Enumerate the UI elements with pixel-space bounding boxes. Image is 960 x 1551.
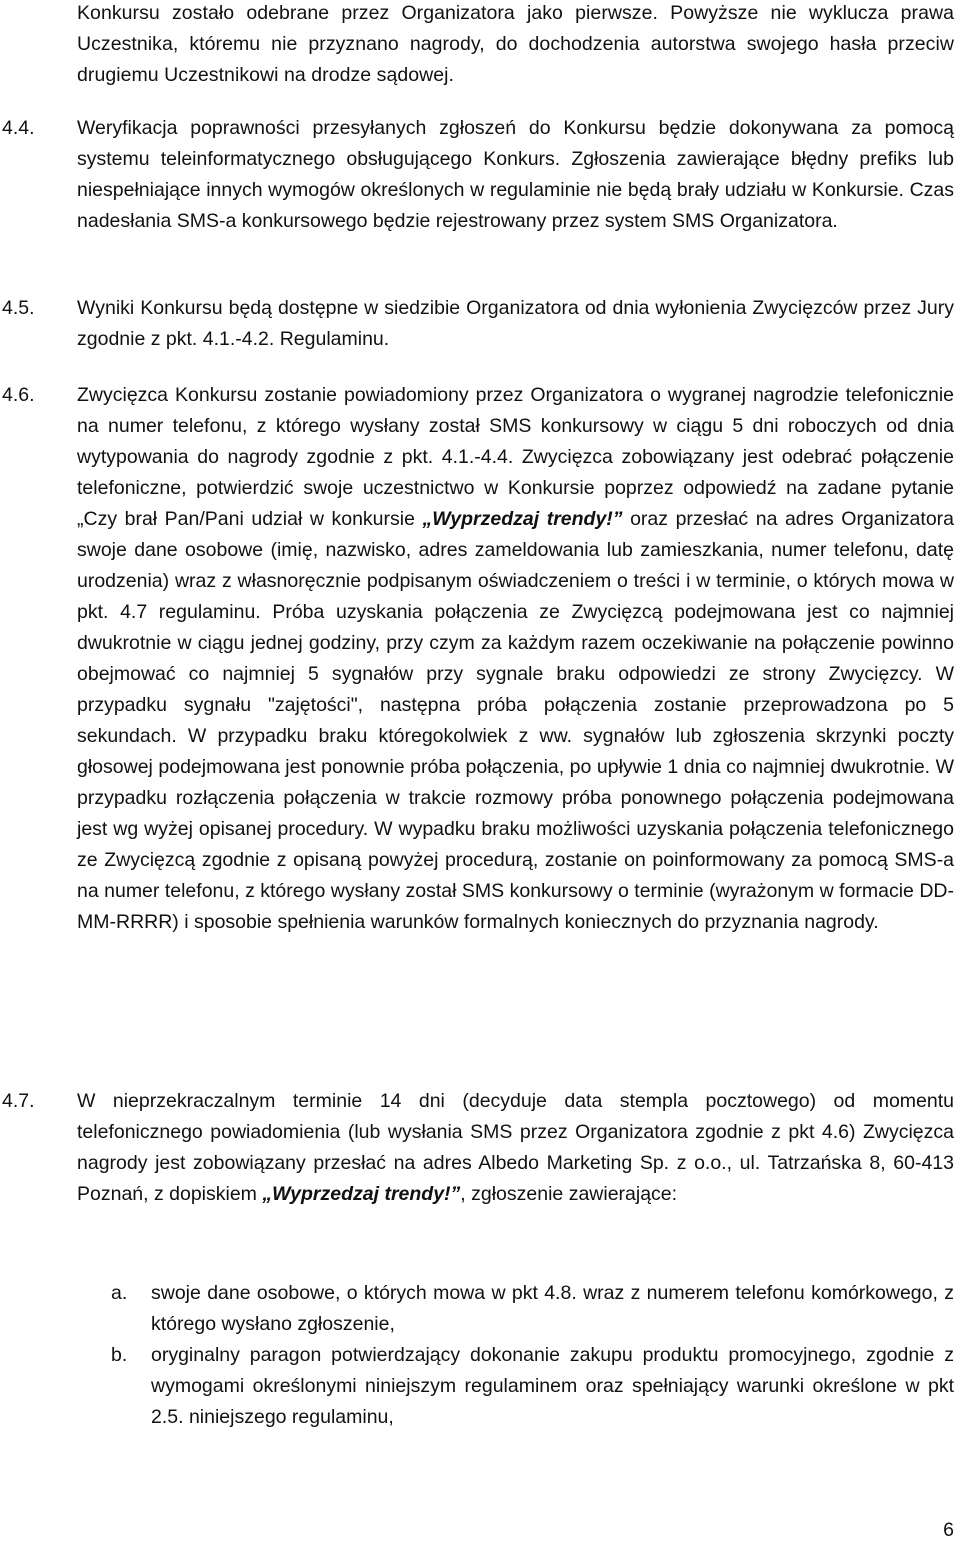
contest-name-emphasis: „Wyprzedzaj trendy!” <box>422 508 623 530</box>
section-text <box>77 380 954 938</box>
section-text-part: , zgłoszenie zawierające: <box>460 1183 678 1205</box>
list-item-text: oryginalny paragon potwierdzający dokonanie zakupu produktu promocyjnego, zgodnie z wymogami określonymi niniejszym regulaminem oraz spełniający warunki określone w pkt 2.5. niniejszego regulaminu, <box>151 1344 954 1428</box>
section-text: Wyniki Konkursu będą dostępne w siedzibie Organizatora od dnia wyłonienia Zwycięzców przez Jury zgodnie z pkt. 4.1.-4.2. Regulaminu. <box>77 297 954 350</box>
contest-name-emphasis: „Wyprzedzaj trendy!” <box>262 1183 461 1205</box>
section-text-part: oraz przesłać na adres Organizatora swoje dane osobowe (imię, nazwisko, adres zameldowania lub zamieszkania, numer telefonu, datę urodzenia) wraz z własnoręcznie podpisanym oświadczeniem o treści i w terminie, o których mowa w pkt. 4.7 regulaminu. Próba uzyskania połączenia ze Zwycięzcą podejmowana jest co najmniej dwukrotnie w ciągu jednej godziny, przy czym za każdym razem oczekiwanie na połączenie powinno obejmować co najmniej 5 sygnałów przy sygnale braku odpowiedzi ze strony Zwycięzcy. W przypadku sygnału "zajętości", następna próba połączenia zostanie przeprowadzona po 5 sekundach. W przypadku braku któregokolwiek z ww. sygnałów lub zgłoszenia skrzynki poczty głosowej podejmowana jest ponownie próba połączenia, po upływie 1 dnia co najmniej dwukrotnie. W przypadku rozłączenia połączenia w trakcie rozmowy próba ponownego połączenia podejmowana jest wg wyżej opisanej procedury. W wypadku braku możliwości uzyskania połączenia telefonicznego ze Zwycięzcą zgodnie z opisaną powyżej procedurą, zostanie on poinformowany za pomocą SMS-a na numer telefonu, z którego wysłany został SMS konkursowy o terminie (wyrażonym w formacie DD-MM-RRRR) i sposobie spełnienia warunków formalnych koniecznych do przyznania nagrody. <box>77 508 954 933</box>
section-number: 4.6. <box>2 384 35 406</box>
section-text: Weryfikacja poprawności przesyłanych zgłoszeń do Konkursu będzie dokonywana za pomocą systemu teleinformatycznego obsługującego Konkurs. Zgłoszenia zawierające błędny prefiks lub niespełniające innych wymogów określonych w regulaminie nie będą brały udziału w Konkursie. Czas nadesłania SMS-a konkursowego będzie rejestrowany przez system SMS Organizatora. <box>77 117 954 232</box>
section-number: 4.5. <box>2 297 35 319</box>
page-number: 6 <box>943 1519 954 1541</box>
section-text-part: W nieprzekraczalnym terminie 14 dni (decyduje data stempla pocztowego) od momentu telefonicznego powiadomienia (lub wysłania SMS przez Organizatora zgodnie z pkt 4.6) Zwycięzca nagrody jest zobowiązany przesłać na adres Albedo Marketing Sp. z o.o., ul. Tatrzańska 8, 60-413 Poznań, z dopiskiem <box>77 1090 954 1205</box>
list-item-text: swoje dane osobowe, o których mowa w pkt 4.8. wraz z numerem telefonu komórkowego, z którego wysłano zgłoszenie, <box>151 1282 954 1335</box>
list-marker: a. <box>111 1282 128 1304</box>
section-text-part: Zwycięzca Konkursu zostanie powiadomiony przez Organizatora o wygranej nagrodzie telefonicznie na numer telefonu, z którego wysłany został SMS konkursowy w ciągu 5 dni roboczych od dnia wytypowania do nagrody zgodnie z pkt. 4.1.-4.4. Zwycięzca zobowiązany jest odebrać połączenie telefoniczne, potwierdzić swoje uczestnictwo w Konkursie poprzez odpowiedź na zadane pytanie „Czy brał Pan/Pani udział w konkursie <box>77 384 954 530</box>
list-marker: b. <box>111 1344 128 1366</box>
intro-paragraph: Konkursu zostało odebrane przez Organizatora jako pierwsze. Powyższe nie wyklucza prawa Uczestnika, któremu nie przyznano nagrody, do dochodzenia autorstwa swojego hasła przeciw drugiemu Uczestnikowi na drodze sądowej. <box>77 2 954 86</box>
section-number: 4.4. <box>2 117 35 139</box>
section-text <box>77 1086 954 1210</box>
section-number: 4.7. <box>2 1090 35 1112</box>
